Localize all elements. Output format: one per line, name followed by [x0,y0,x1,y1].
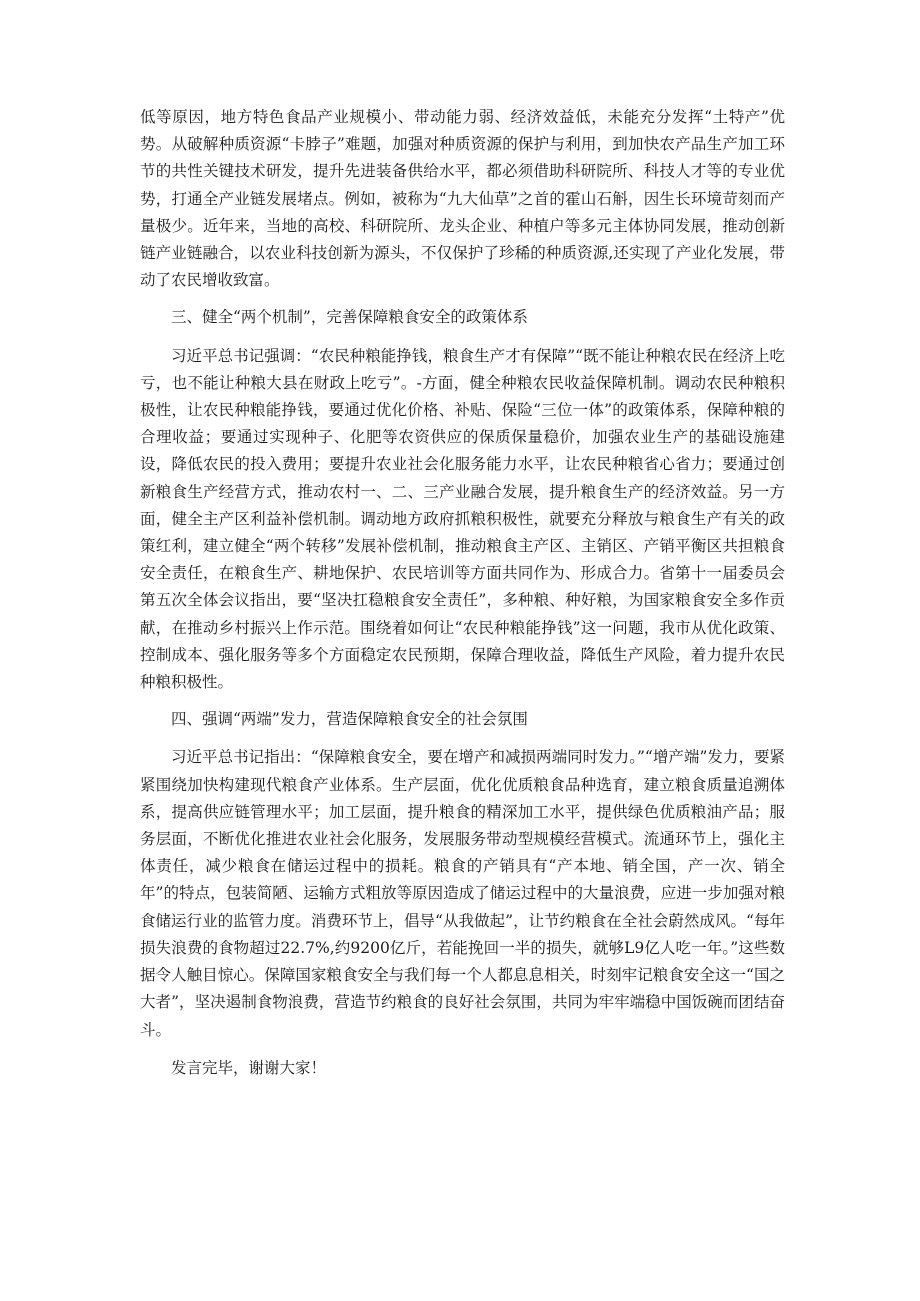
section-heading-4: 四、强调“两端”发力，营造保障粮食安全的社会氛围 [171,710,528,729]
paragraph-continued: 低等原因，地方特色食品产业规模小、带动能力弱、经济效益低，未能充分发挥“土特产”优势。从破解种质资源“卡脖子”难题，加强对种质资源的保护与利用，到加快农产品生产加工环节的共性关键技术研发，提升先进装备供给水平，都必须借助科研院所、科技人才等的专业优势，打通全产业链发展堵点。例如，被称为“九大仙草”之首的霍山石斛，因生长环境苛刻而产量极少。近年来，当地的高校、科研院所、龙头企业、种植户等多元主体协同发展，推动创新链产业链融合，以农业科技创新为源头，不仅保护了珍稀的种质资源,还实现了产业化发展，带动了农民增收致富。 [140,108,785,290]
closing-remark: 发言完毕，谢谢大家！ [171,1058,327,1077]
section-heading-3: 三、健全“两个机制”，完善保障粮食安全的政策体系 [171,308,528,327]
paragraph-section-4: 习近平总书记指出：“保障粮食安全，要在增产和减损两端同时发力。”“增产端”发力，要紧紧围绕加快构建现代粮食产业体系。生产层面，优化优质粮食品种选育，建立粮食质量追溯体系，提高供应链管理水平；加工层面，提升粮食的精深加工水平，提供绿色优质粮油产品；服务层面，不断优化推进农业社会化服务，发展服务带动型规模经营模式。流通环节上，强化主体责任，减少粮食在储运过程中的损耗。粮食的产销具有“产本地、销全国，产一次、销全年”的特点，包装简陋、运输方式粗放等原因造成了储运过程中的大量浪费，应进一步加强对粮食储运行业的监管力度。消费环节上，倡导“从我做起”，让节约粮食在全社会蔚然成风。“每年损失浪费的食物超过22.7%,约9200亿斤，若能挽回一半的损失，就够L9亿人吃一年。”这些数据令人触目惊心。保障国家粮食安全与我们每一个人都息息相关，时刻牢记粮食安全这一“国之大者”，坚决遏制食物浪费，营造节约粮食的良好社会氛围，共同为牢牢端稳中国饭碗而团结奋斗。 [140,748,785,1039]
paragraph-section-3: 习近平总书记强调：“农民种粮能挣钱，粮食生产才有保障”“既不能让种粮农民在经济上吃亏，也不能让种粮大县在财政上吃亏”。-方面，健全种粮农民收益保障机制。调动农民种粮积极性，让农民种粮能挣钱，要通过优化价格、补贴、保险“三位一体”的政策体系，保障种粮的合理收益；要通过实现种子、化肥等农资供应的保质保量稳价，加强农业生产的基础设施建设，降低农民的投入费用；要提升农业社会化服务能力水平，让农民种粮省心省力；要通过创新粮食生产经营方式，推动农村一、二、三产业融合发展，提升粮食生产的经济效益。另一方面，健全主产区利益补偿机制。调动地方政府抓粮积极性，就要充分释放与粮食生产有关的政策红利，建立健全“两个转移”发展补偿机制，推动粮食主产区、主销区、产销平衡区共担粮食安全责任，在粮食生产、耕地保护、农民培训等方面共同作为、形成合力。省第十一届委员会第五次全体会议指出，要“坚决扛稳粮食安全责任”，多种粮、种好粮，为国家粮食安全多作贡献，在推动乡村振兴上作示范。围绕着如何让“农民种粮能挣钱”这一问题，我市从优化政策、控制成本、强化服务等多个方面稳定农民预期，保障合理收益，降低生产风险，着力提升农民种粮积极性。 [140,346,785,692]
document-body [140,104,785,1082]
